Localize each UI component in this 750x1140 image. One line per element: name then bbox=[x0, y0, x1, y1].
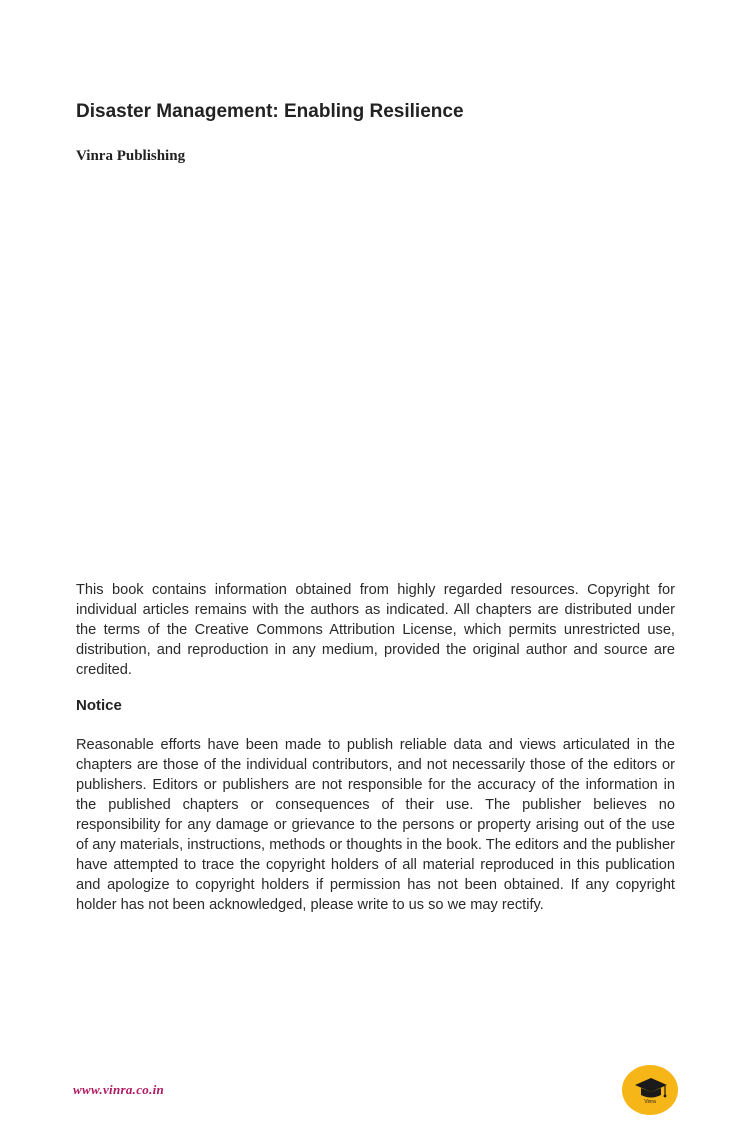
footer-url: www.vinra.co.in bbox=[73, 1082, 165, 1097]
graduation-cap-icon bbox=[622, 1065, 678, 1115]
notice-heading: Notice bbox=[76, 697, 122, 714]
publisher-name: Vinra Publishing bbox=[76, 148, 186, 164]
logo-label: Vinra bbox=[644, 1099, 656, 1105]
publisher-logo bbox=[622, 1065, 678, 1115]
document-title: Disaster Management: Enabling Resilience bbox=[76, 101, 464, 122]
copyright-paragraph: This book contains information obtained from highly regarded resources. Copyright for individual articles remains with the authors as indicated. All chapters are distributed under the terms of the Creative Commons Attribution License, which permits unrestricted use, distribution, and reproduction in any medium, provided the original author and source are credited. bbox=[76, 582, 675, 678]
notice-paragraph: Reasonable efforts have been made to publish reliable data and views articulated in the chapters are those of the individual contributors, and not necessarily those of the editors or publishers. Editors or publishers are not responsible for the accuracy of the information in the published chapters or consequences of their use. The publisher believes no responsibility for any damage or grievance to the persons or property arising out of the use of any materials, instructions, methods or thoughts in the book. The editors and the publisher have attempted to trace the copyright holders of all material reproduced in this publication and apologize to copyright holders if permission has not been obtained. If any copyright holder has not been acknowledged, please write to us so we may rectify. bbox=[76, 737, 675, 913]
